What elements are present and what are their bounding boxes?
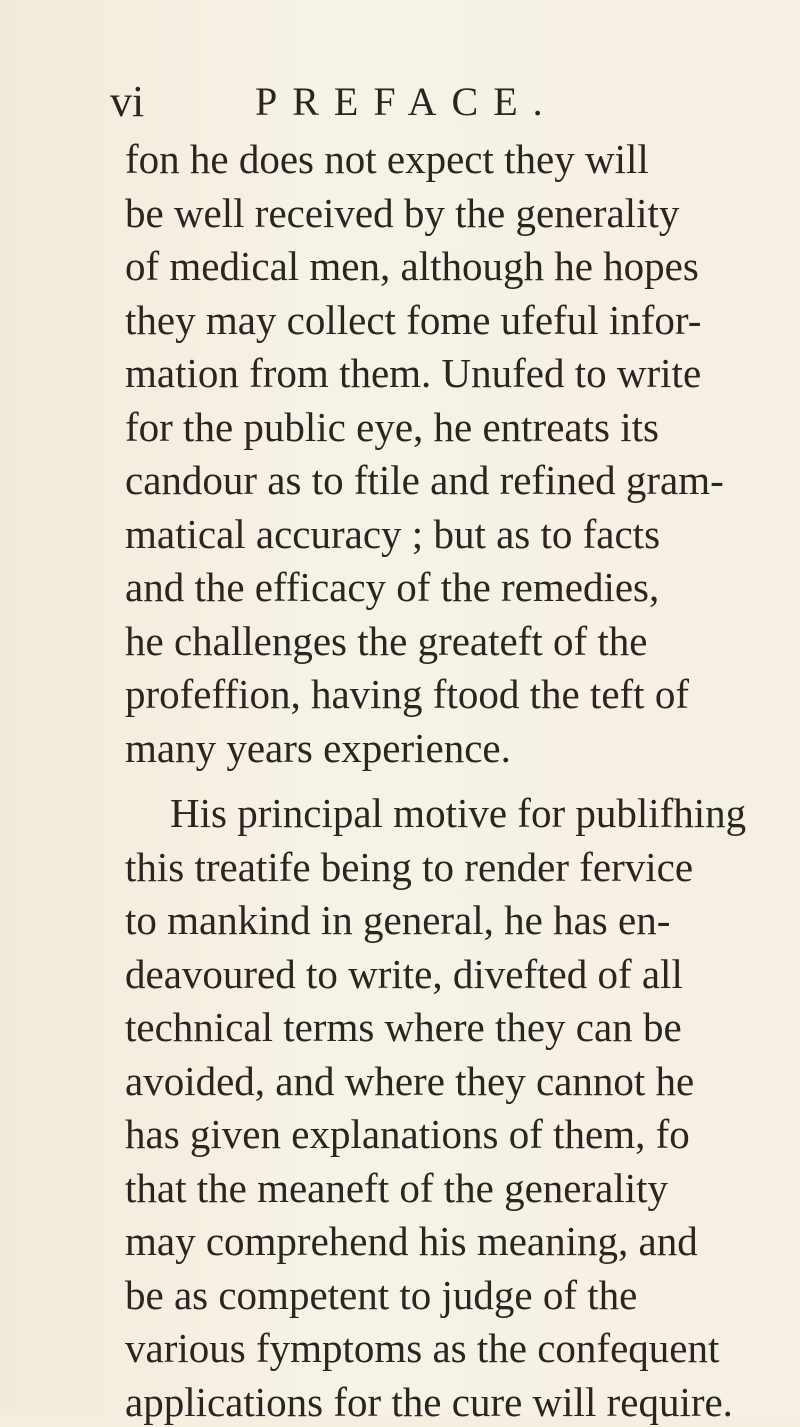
text-line: technical terms where they can be (125, 1004, 682, 1050)
text-line: this treatife being to render fervice (125, 843, 694, 890)
text-line: they may collect fome ufeful infor- (125, 296, 702, 343)
text-line: applications for the cure will require. (125, 1378, 733, 1425)
text-line: various fymptoms as the confequent (125, 1325, 720, 1371)
text-line: be as competent to judge of the (125, 1271, 638, 1318)
text-line: of medical men, although he hopes (125, 243, 699, 289)
text-line: he challenges the greateft of the (125, 617, 648, 664)
text-line: fon he does not expect they will (125, 136, 649, 182)
text-line: profeffion, having ftood the teft of (125, 671, 689, 717)
text-line: may comprehend his meaning, and (125, 1218, 698, 1264)
text-line: be well received by the generality (125, 189, 680, 236)
text-line: that the meaneft of the generality (125, 1164, 669, 1211)
text-line: mation from them. Unufed to write (125, 350, 702, 396)
text-line: and the efficacy of the remedies, (125, 564, 660, 610)
text-line: many years experience. (125, 724, 511, 771)
text-line: His principal motive for publifhing (170, 790, 747, 836)
page-number: vi (110, 77, 145, 126)
running-head: PREFACE. (255, 79, 558, 124)
text-line: has given explanations of them, fo (125, 1111, 690, 1157)
text-line: deavoured to write, divefted of all (125, 950, 683, 997)
text-line: for the public eye, he entreats its (125, 403, 659, 450)
text-line: to mankind in general, he has en- (125, 897, 671, 943)
text-line: matical accuracy ; but as to facts (125, 510, 661, 557)
text-line: candour as to ftile and refined gram- (125, 457, 724, 503)
text-line: avoided, and where they cannot he (125, 1057, 695, 1104)
